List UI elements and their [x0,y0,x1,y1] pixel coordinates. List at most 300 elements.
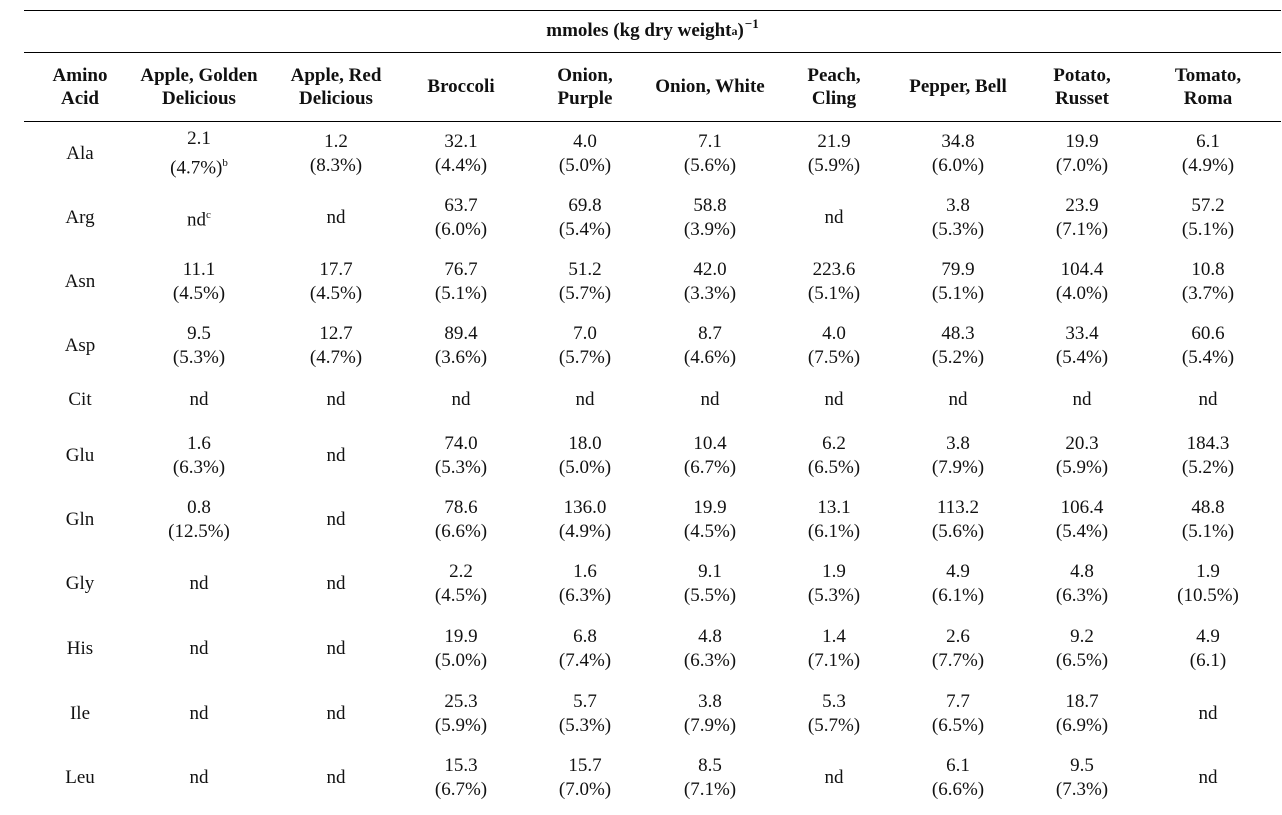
cell-cv: (3.7%) [1181,283,1235,304]
cell-content [327,572,346,596]
cell-value: 6.8 [573,626,597,647]
cell-content [932,754,984,802]
table-cell [124,617,274,681]
cell-cv: (5.3%) [172,347,226,368]
cell-content [1056,690,1108,738]
table-cell [643,250,778,314]
table-cell [893,186,1023,250]
cell-content [1056,194,1108,242]
cell-content [310,130,362,178]
cell-content [1182,496,1234,544]
cell-cv: (4.4%) [434,155,488,176]
cell-value: nd [948,389,968,410]
cell-content [808,258,860,306]
cell-value: 58.8 [693,195,727,216]
table-cell [124,424,274,488]
table-cell [525,122,645,186]
table-cell [525,250,645,314]
cell-cv: (5.4%) [1055,521,1109,542]
cell-content [1199,766,1218,790]
cell-value: 8.7 [698,323,722,344]
table-cell [643,488,778,552]
cell-cv: (7.9%) [683,715,737,736]
cell-value: 34.8 [941,131,975,152]
table-cell [1148,424,1268,488]
unit-prefix: mmoles (kg dry weight [546,20,732,41]
column-header: Onion, White [655,76,765,97]
cell-content [435,322,487,370]
table-cell [401,122,521,186]
table-cell [779,617,889,681]
footnote-mark: b [222,157,228,170]
table-cell [401,250,521,314]
cell-value: nd [1198,767,1218,788]
table-cell [271,552,401,616]
table-cell [401,682,521,746]
cell-cv: (5.2%) [1181,457,1235,478]
cell-value: 23.9 [1065,195,1099,216]
cell-value: nd [189,638,209,659]
cell-content [1056,130,1108,178]
cell-value: 9.5 [1070,755,1094,776]
cell-content [684,754,736,802]
cell-value: 1.6 [187,433,211,454]
column-header: Apple, Red Delicious [290,64,382,109]
cell-content [435,130,487,178]
cell-content [684,432,736,480]
cell-value: nd [326,638,346,659]
amino-acid-label: Ala [66,143,94,164]
column-header: Apple, Golden Delicious [140,64,258,109]
cell-value: 7.1 [698,131,722,152]
table-row [0,122,1282,186]
table-cell [1022,552,1142,616]
cell-value: nd [187,209,207,231]
cell-content [559,194,611,242]
cell-value: 6.1 [946,755,970,776]
cell-value: 60.6 [1191,323,1225,344]
cell-value: nd [189,767,209,788]
table-cell [525,682,645,746]
table-cell [271,122,401,186]
cell-content [1182,322,1234,370]
table-cell [271,617,401,681]
amino-acid-label: Asp [64,335,96,356]
cell-value: 12.7 [319,323,353,344]
cell-content [435,754,487,802]
amino-acid-label: Gly [65,573,95,594]
table-cell [525,424,645,488]
table-row [0,368,1282,432]
cell-cv: (5.2%) [931,347,985,368]
cell-cv: (6.3%) [172,457,226,478]
table-cell [893,122,1023,186]
cell-value: 1.6 [573,561,597,582]
cell-content [932,690,984,738]
cell-value: 18.0 [568,433,602,454]
cell-content [170,127,228,180]
cell-content [559,130,611,178]
column-header: Pepper, Bell [909,76,1007,97]
unit-header [24,10,1281,52]
cell-cv: (6.5%) [931,715,985,736]
cell-content [310,258,362,306]
cell-content [949,388,968,412]
cell-content [173,322,225,370]
cell-value: 1.9 [1196,561,1220,582]
cell-content [932,322,984,370]
cell-value: 2.1 [187,128,211,150]
cell-cv: (4.5%) [434,585,488,606]
cell-value: 5.7 [573,691,597,712]
cell-content [1199,388,1218,412]
cell-cv: (7.1%) [807,650,861,671]
cell-value: 9.2 [1070,626,1094,647]
amino-acid-label: Asn [64,271,96,292]
cell-content [1177,560,1239,608]
table-cell [1148,682,1268,746]
table-cell [401,424,521,488]
cell-content [173,432,225,480]
cell-value: 32.1 [444,131,478,152]
cell-cv: (5.1%) [807,283,861,304]
cell-cv: (6.3%) [1055,585,1109,606]
cell-content [1199,702,1218,726]
cell-content [168,496,230,544]
cell-value: 79.9 [941,259,975,280]
cell-value: nd [326,509,346,530]
amino-acid-label: Arg [65,207,95,228]
cell-value: 21.9 [817,131,851,152]
table-cell [124,250,274,314]
cell-value: 4.0 [573,131,597,152]
cell-content [1056,754,1108,802]
column-header: Potato, Russet [1053,64,1111,109]
cell-cv: (5.4%) [1055,347,1109,368]
cell-content [684,625,736,673]
cell-cv: (7.0%) [1055,155,1109,176]
table-cell [525,617,645,681]
table-cell [271,488,401,552]
cell-value: 1.2 [324,131,348,152]
cell-content [825,388,844,412]
table-row [0,250,1282,314]
table-cell [124,186,274,250]
column-header: Peach, Cling [807,64,861,109]
table-cell [643,552,778,616]
table-cell [893,746,1023,810]
cell-value: nd [824,207,844,228]
cell-cv: (7.0%) [558,779,612,800]
cell-content [932,194,984,242]
cell-value: nd [189,389,209,410]
cell-value: 5.3 [822,691,846,712]
table-cell [893,250,1023,314]
cell-cv: (7.1%) [1055,219,1109,240]
cell-value: 10.8 [1191,259,1225,280]
cell-value: nd [575,389,595,410]
cell-value: 2.2 [449,561,473,582]
cell-content [559,432,611,480]
cell-value: nd [189,703,209,724]
table-cell [401,186,521,250]
table-cell [271,746,401,810]
cell-value: 4.8 [698,626,722,647]
cell-cv: (6.1%) [807,521,861,542]
cell-content [310,322,362,370]
cell-cv: (5.9%) [1055,457,1109,478]
cell-cv: (6.9%) [1055,715,1109,736]
cell-value: 6.2 [822,433,846,454]
cell-value: 4.9 [1196,626,1220,647]
cell-content [1056,625,1108,673]
cell-value: 63.7 [444,195,478,216]
cell-value: 6.1 [1196,131,1220,152]
cell-content [327,444,346,468]
table-cell [1022,186,1142,250]
column-header: Broccoli [427,76,495,97]
cell-content [435,560,487,608]
table-cell [643,368,778,432]
cell-content [435,496,487,544]
cell-value: 3.8 [698,691,722,712]
cell-value: 33.4 [1065,323,1099,344]
cell-value: 57.2 [1191,195,1225,216]
table-cell [1148,122,1268,186]
unit-exponent: −1 [744,16,759,31]
cell-value: 17.7 [319,259,353,280]
cell-value: nd [326,573,346,594]
cell-value: 11.1 [182,259,216,280]
cell-value: 74.0 [444,433,478,454]
cell-content [808,690,860,738]
table-cell [1148,186,1268,250]
table-cell [271,682,401,746]
cell-value: 42.0 [693,259,727,280]
table-cell [124,746,274,810]
cell-cv: (5.3%) [434,457,488,478]
table-cell [1148,368,1268,432]
table-cell [893,488,1023,552]
cell-cv: (12.5%) [168,521,230,542]
cell-content [808,322,860,370]
table-cell [1148,746,1268,810]
table-cell [893,368,1023,432]
cell-value: nd [326,389,346,410]
table-cell [643,424,778,488]
table-cell [401,488,521,552]
cell-cv: (6.6%) [931,779,985,800]
cell-value: 9.5 [187,323,211,344]
table-cell [124,368,274,432]
cell-content [559,258,611,306]
table-row [0,552,1282,616]
cell-cv: (3.6%) [434,347,488,368]
cell-cv: (4.6%) [683,347,737,368]
table-cell [643,682,778,746]
cell-value: 223.6 [812,259,856,280]
cell-value: nd [326,703,346,724]
cell-content [190,766,209,790]
cell-cv: (8.3%) [309,155,363,176]
cell-value: 184.3 [1186,433,1230,454]
table-cell [779,122,889,186]
cell-content [327,766,346,790]
table-cell [893,682,1023,746]
cell-content [808,130,860,178]
cell-content [452,388,471,412]
table-cell [779,488,889,552]
cell-value: 2.6 [946,626,970,647]
cell-cv: (5.3%) [807,585,861,606]
cell-content [327,702,346,726]
cell-value: nd [326,767,346,788]
cell-value: 13.1 [817,497,851,518]
cell-content [932,432,984,480]
cell-cv: (5.3%) [558,715,612,736]
amino-acid-label: Ile [69,703,91,724]
cell-cv: (4.9%) [558,521,612,542]
cell-cv: (5.7%) [558,347,612,368]
cell-content [559,322,611,370]
table-cell [1148,617,1268,681]
table-cell [893,424,1023,488]
cell-value: 51.2 [568,259,602,280]
amino-acid-label: Cit [68,389,92,410]
cell-cv: (6.0%) [931,155,985,176]
cell-cv: (6.6%) [434,521,488,542]
table-cell [643,746,778,810]
amino-acid-label: Gln [65,509,95,530]
cell-content [1182,432,1234,480]
cell-cv: (7.3%) [1055,779,1109,800]
table-row [0,746,1282,810]
cell-value: 78.6 [444,497,478,518]
table-cell [525,186,645,250]
table-cell [1022,368,1142,432]
cell-content [435,194,487,242]
table-cell [124,488,274,552]
cell-content [1056,560,1108,608]
cell-content [1182,194,1234,242]
column-header: Tomato, Roma [1174,64,1242,109]
table-row [0,682,1282,746]
cell-content [684,130,736,178]
cell-content [1190,625,1226,673]
table-cell [1022,424,1142,488]
cell-content [684,690,736,738]
table-cell [893,617,1023,681]
cell-content [808,560,860,608]
cell-value: nd [1198,389,1218,410]
cell-cv: (6.7%) [683,457,737,478]
cell-content [808,432,860,480]
cell-value: nd [824,767,844,788]
cell-value: 18.7 [1065,691,1099,712]
cell-cv: (3.9%) [683,219,737,240]
cell-cv: (5.9%) [434,715,488,736]
table-cell [525,488,645,552]
cell-value: 7.0 [573,323,597,344]
table-cell [779,746,889,810]
cell-cv: (3.3%) [683,283,737,304]
cell-value: 3.8 [946,195,970,216]
table-cell [779,552,889,616]
cell-cv: (5.1%) [1181,219,1235,240]
table-cell [1022,682,1142,746]
cell-value: 1.9 [822,561,846,582]
cell-content [190,702,209,726]
cell-cv: (7.1%) [683,779,737,800]
cell-content [932,560,984,608]
table-cell [779,424,889,488]
cell-value: nd [326,207,346,228]
cell-content [190,637,209,661]
cell-cv: (10.5%) [1177,585,1239,606]
cell-content [1056,322,1108,370]
cell-cv: (5.1%) [931,283,985,304]
table-cell [779,682,889,746]
cell-content [1056,496,1108,544]
cell-cv: (5.7%) [807,715,861,736]
cell-value: 1.4 [822,626,846,647]
table-cell [525,552,645,616]
cell-content [187,203,211,232]
unit-suffix: ) [737,20,744,41]
cell-content [559,690,611,738]
cell-value: nd [189,573,209,594]
cell-cv: (5.1%) [1181,521,1235,542]
cell-content [327,206,346,230]
cell-content [932,258,984,306]
cell-content [559,560,611,608]
table-row [0,617,1282,681]
cell-value: 48.8 [1191,497,1225,518]
cell-content [327,637,346,661]
table-cell [401,617,521,681]
cell-cv: (4.9%) [1181,155,1235,176]
cell-value: 19.9 [1065,131,1099,152]
cell-cv: (4.5%) [309,283,363,304]
table-cell [1148,552,1268,616]
table-cell [124,682,274,746]
cell-content [808,625,860,673]
table-cell [401,368,521,432]
table-cell [1022,122,1142,186]
cell-value: nd [1198,703,1218,724]
table-row [0,488,1282,552]
table-cell [779,186,889,250]
cell-content [435,432,487,480]
cell-value: 3.8 [946,433,970,454]
cell-value: 104.4 [1060,259,1104,280]
table-cell [779,368,889,432]
table-cell [525,746,645,810]
cell-value: 4.8 [1070,561,1094,582]
amino-acid-label: His [66,638,94,659]
table-cell [401,552,521,616]
table-cell [1022,488,1142,552]
cell-cv: (6.0%) [434,219,488,240]
cell-value: nd [824,389,844,410]
cell-value: 0.8 [187,497,211,518]
cell-content [684,560,736,608]
cell-content [327,388,346,412]
amino-acid-label: Glu [65,445,95,466]
cell-value: 25.3 [444,691,478,712]
table-cell [643,617,778,681]
table-row [0,424,1282,488]
